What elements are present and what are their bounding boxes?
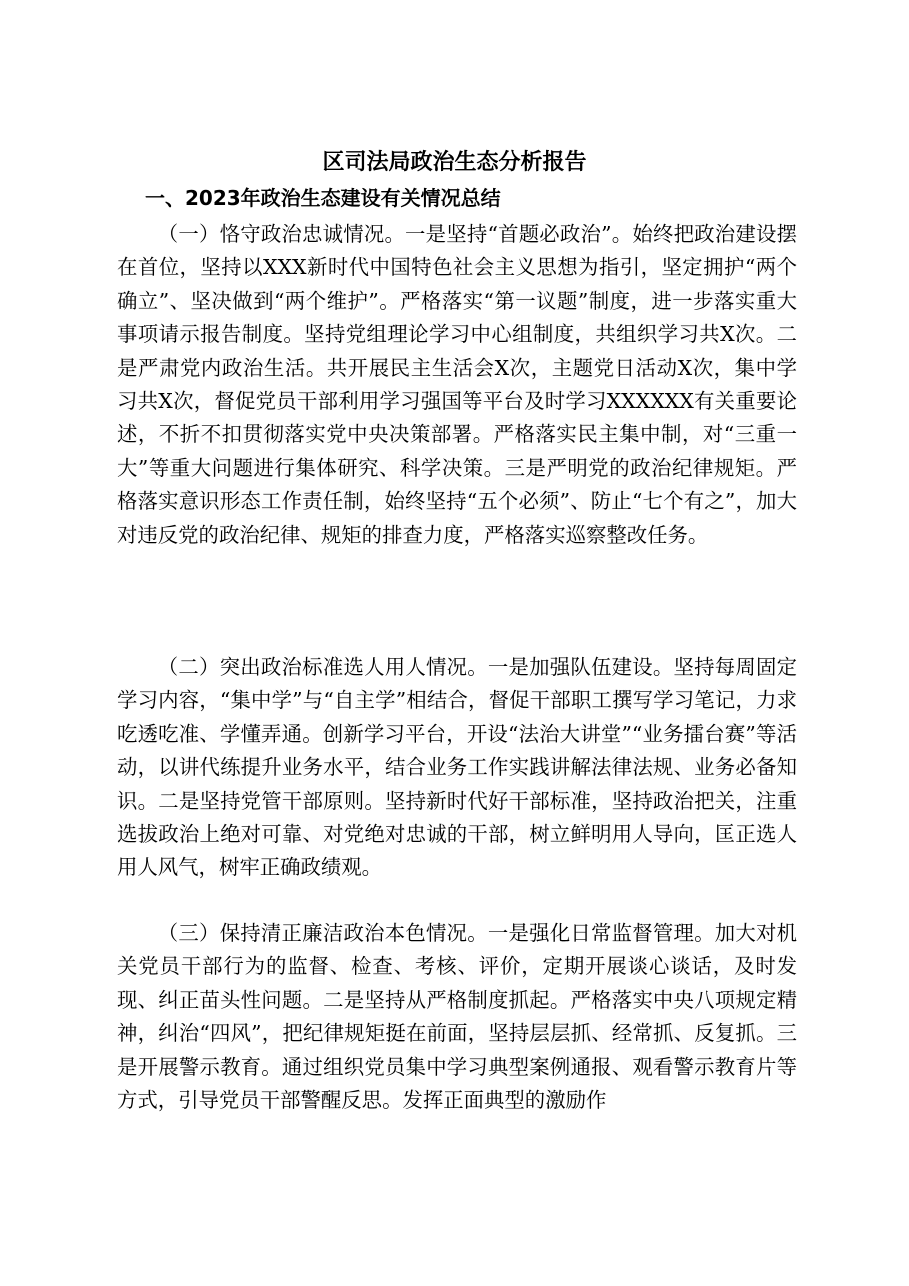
document-title: 区司法局政治生态分析报告 [322, 149, 587, 175]
section-heading: 一、2023年政治生态建设有关情况总结 [145, 186, 501, 210]
paragraph-personnel-selection: （二）突出政治标准选人用人情况。一是加强队伍建设。坚持每周固定学习内容，“集中学”与“自主学”相结合，督促干部职工撰写学习笔记，力求吃透吃准、学懂弄通。创新学习平台，开设“法治大讲堂”“业务擂台赛”等活动，以讲代练提升业务水平，结合业务工作实践讲解法律法规、业务必备知识。二是坚持党管干部原则。坚持新时代好干部标准，坚持政治把关，注重选拔政治上绝对可靠、对党绝对忠诚的干部，树立鲜明用人导向，匡正选人用人风气，树牢正确政绩观。 [117, 655, 797, 880]
paragraph-integrity: （三）保持清正廉洁政治本色情况。一是强化日常监督管理。加大对机关党员干部行为的监督、检查、考核、评价，定期开展谈心谈话，及时发现、纠正苗头性问题。二是坚持从严格制度抓起。严格落实中央八项规定精神，纠治“四风”，把纪律规矩挺在前面，坚持层层抓、经常抓、反复抓。三是开展警示教育。通过组织党员集中学习典型案例通报、观看警示教育片等方式，引导党员干部警醒反思。发挥正面典型的激励作 [117, 921, 797, 1113]
paragraph-political-loyalty: （一）恪守政治忠诚情况。一是坚持“首题必政治”。始终把政治建设摆在首位，坚持以XXX新时代中国特色社会主义思想为指引，坚定拥护“两个确立”、坚决做到“两个维护”。严格落实“第一议题”制度，进一步落实重大事项请示报告制度。坚持党组理论学习中心组制度，共组织学习共X次。二是严肃党内政治生活。共开展民主生活会X次，主题党日活动X次，集中学习共X次，督促党员干部利用学习强国等平台及时学习XXXXXX有关重要论述，不折不扣贯彻落实党中央决策部署。严格落实民主集中制，对“三重一大”等重大问题进行集体研究、科学决策。三是严明党的政治纪律规矩。严格落实意识形态工作责任制，始终坚持“五个必须”、防止“七个有之”，加大对违反党的政治纪律、规矩的排查力度，严格落实巡察整改任务。 [117, 222, 797, 547]
